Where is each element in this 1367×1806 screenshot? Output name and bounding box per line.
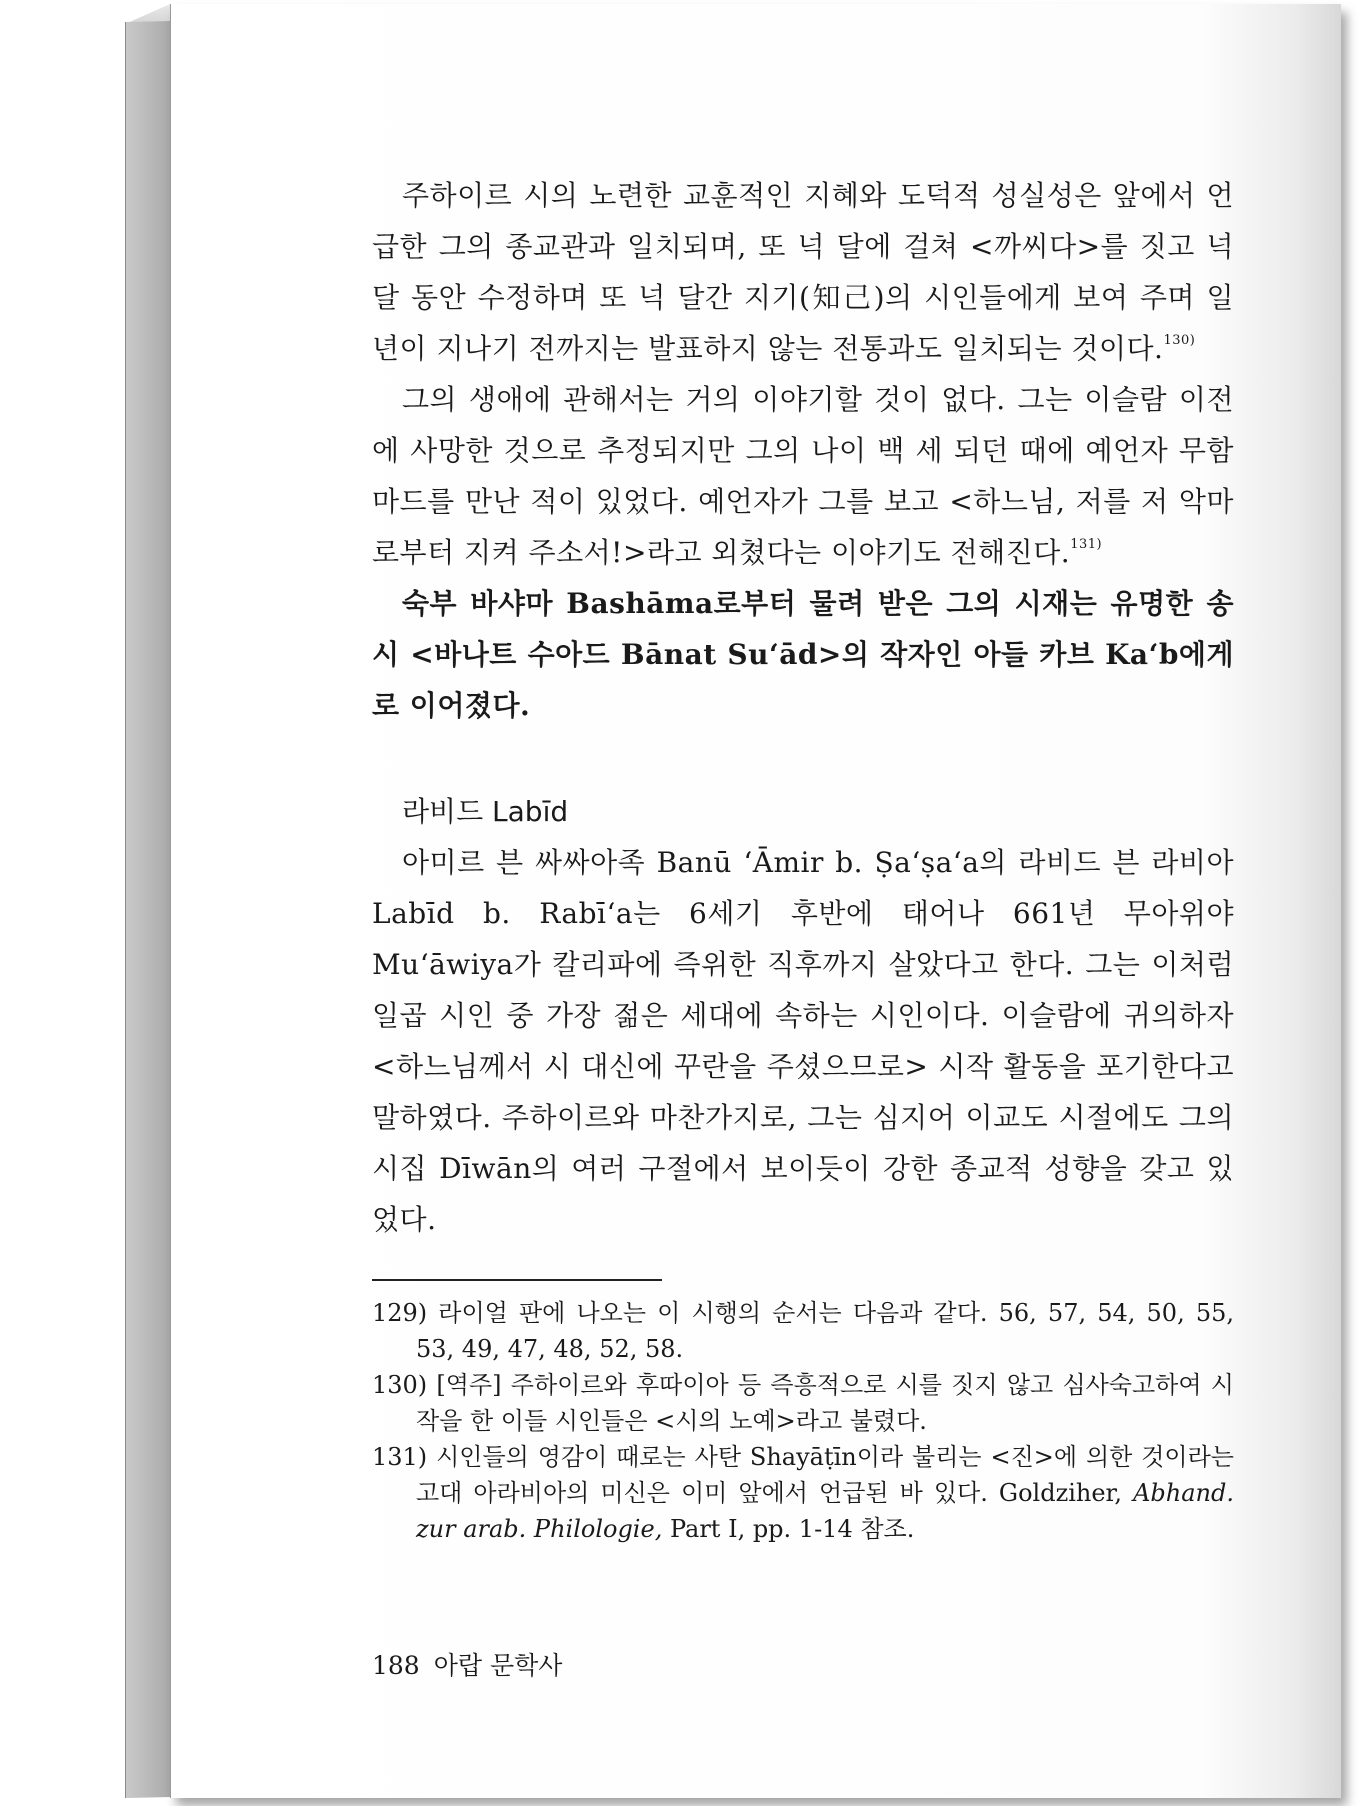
paragraph-1 xyxy=(372,170,1234,374)
footnote-131-title: Abhand. zur arab. Philologie, xyxy=(416,1479,1234,1543)
footnote-130: 130) [역주] 주하이르와 후따이아 등 즉흥적으로 시를 짓지 않고 심사숙고하여 시작을 한 이들 시인들은 <시의 노예>라고 불렸다. xyxy=(372,1371,1234,1435)
running-title: 아랍 문학사 xyxy=(433,1651,563,1680)
page-number: 188 xyxy=(372,1651,420,1680)
page-content xyxy=(372,170,1234,1547)
footnote-rule xyxy=(372,1279,662,1281)
paragraph-3 xyxy=(372,578,1234,731)
paragraph-2 xyxy=(372,374,1234,578)
section-title: 라비드 Labīd xyxy=(402,795,569,828)
footnote-131-tail: Part I, pp. 1-14 참조. xyxy=(662,1515,915,1543)
section-paragraph: 아미르 븐 싸싸아족 Banū ‘Āmir b. Ṣa‘ṣa‘a의 라비드 븐 라비아 Labīd b. Rabī‘a는 6세기 후반에 태어나 661년 무아위야 Mu‘āwiya가 칼리파에 즉위한 직후까지 살았다고 한다. 그는 이처럼 일곱 시인 중 가장 젊은 세대에 속하는 시인이다. 이슬람에 귀의하자 <하느님께서 시 대신에 꾸란을 주셨으므로> 시작 활동을 포기한다고 말하였다. 주하이르와 마찬가지로, 그는 심지어 이교도 시절에도 그의 시집 Dīwān의 여러 구절에서 보이듯이 강한 종교적 성향을 갖고 있었다. xyxy=(372,846,1234,1236)
footnotes xyxy=(372,1295,1234,1547)
footnote-131 xyxy=(372,1439,1234,1547)
book-spine xyxy=(125,21,171,1798)
footnote-ref-130: 130) xyxy=(1163,333,1196,348)
paragraph-1-text: 주하이르 시의 노련한 교훈적인 지혜와 도덕적 성실성은 앞에서 언급한 그의 종교관과 일치되며, 또 넉 달에 걸쳐 <까씨다>를 짓고 넉 달 동안 수정하며 또 넉 달간 지기(知己)의 시인들에게 보여 주며 일 년이 지나기 전까지는 발표하지 않는 전통과도 일치되는 것이다. xyxy=(372,179,1234,365)
footnote-131-text: 131) 시인들의 영감이 때로는 사탄 Shayāṭīn이라 불리는 <진>에 의한 것이라는 고대 아라비아의 미신은 이미 앞에서 언급된 바 있다. Goldziher, xyxy=(372,1443,1234,1507)
footnote-ref-131: 131) xyxy=(1070,537,1103,552)
folio xyxy=(372,1646,562,1682)
footnote-129: 129) 라이얼 판에 나오는 이 시행의 순서는 다음과 같다. 56, 57, 54, 50, 55, 53, 49, 47, 48, 52, 58. xyxy=(372,1299,1234,1363)
paragraph-2-text: 그의 생애에 관해서는 거의 이야기할 것이 없다. 그는 이슬람 이전에 사망한 것으로 추정되지만 그의 나이 백 세 되던 때에 예언자 무함마드를 만난 적이 있었다. 예언자가 그를 보고 <하느님, 저를 저 악마로부터 지켜 주소서!>라고 외쳤다는 이야기도 전해진다. xyxy=(372,383,1234,569)
paragraph-3-text: 숙부 바샤마 Bashāma로부터 물려 받은 그의 시재는 유명한 송시 <바나트 수아드 Bānat Su‘ād>의 작자인 아들 카브 Ka‘b에게로 이어졌다. xyxy=(372,587,1234,722)
